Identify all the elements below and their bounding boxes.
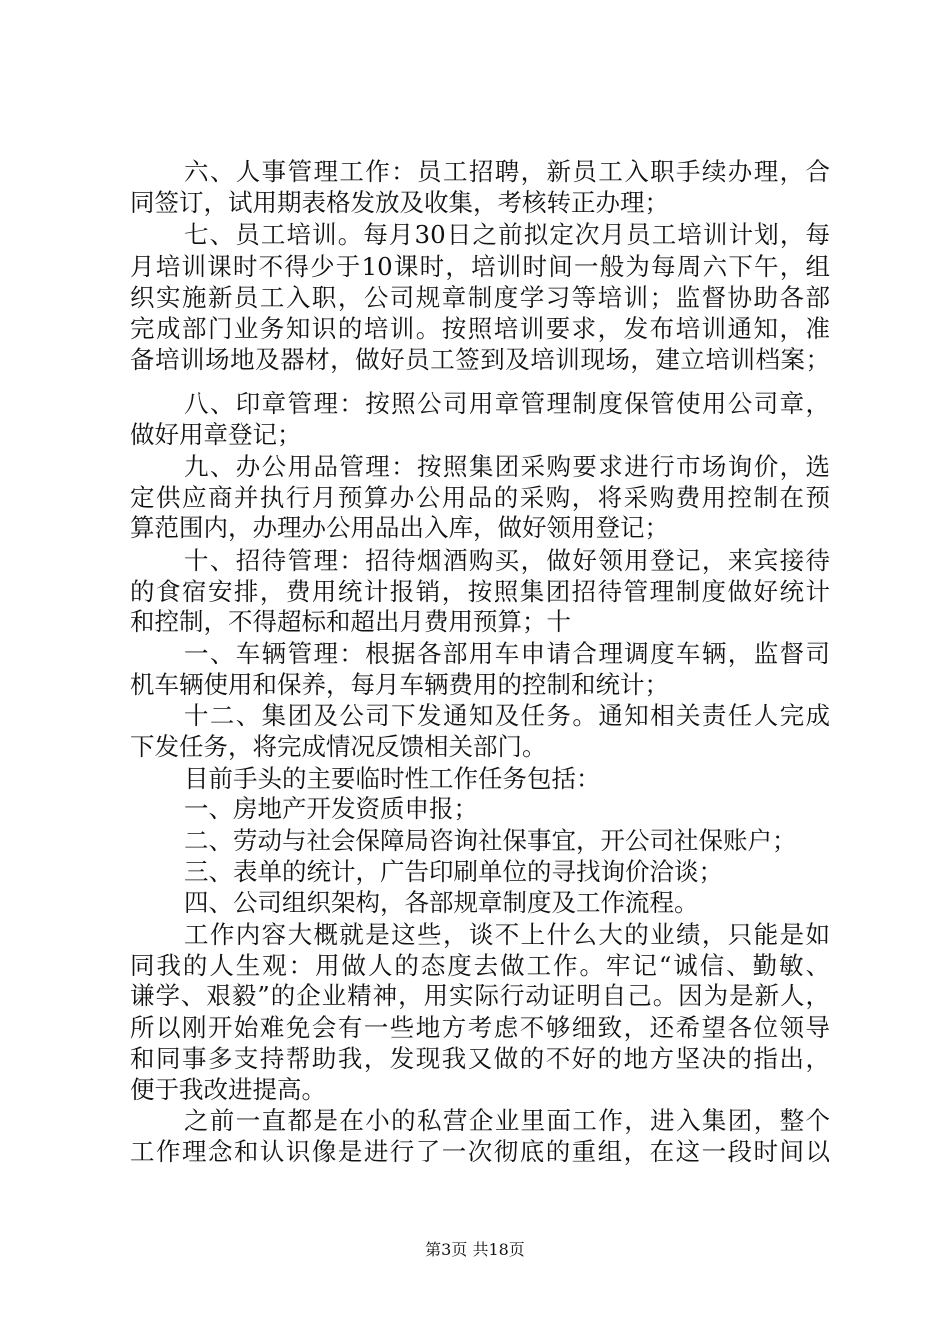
text-line: 的食宿安排，费用统计报销，按照集团招待管理制度做好统计 xyxy=(130,576,830,606)
text-line: 下发任务，将完成情况反馈相关部门。 xyxy=(130,732,547,761)
text-line: 三、表单的统计，广告印刷单位的寻找询价洽谈； xyxy=(184,856,723,886)
text-line: 所以刚开始难免会有一些地方考虑不够细致，还希望各位领导 xyxy=(130,1013,830,1043)
text-line: 工作理念和认识像是进行了一次彻底的重组，在这一段时间以 xyxy=(130,1137,830,1166)
text-line: 机车辆使用和保养，每月车辆费用的控制和统计； xyxy=(130,669,669,699)
text-line: 二、劳动与社会保障局咨询社保事宜，开公司社保账户； xyxy=(184,825,797,855)
text-line: 和控制，不得超标和超出月费用预算；十 xyxy=(130,607,571,637)
text-line: 织实施新员工入职，公司规章制度学习等培训；监督协助各部 xyxy=(130,282,830,312)
text-line: 一、房地产开发资质申报； xyxy=(184,794,478,824)
text-line: 目前手头的主要临时性工作任务包括： xyxy=(184,763,601,793)
text-line: 算范围内，办理办公用品出入库，做好领用登记； xyxy=(130,513,669,543)
text-line: 便于我改进提高。 xyxy=(130,1075,326,1105)
text-line: 月培训课时不得少于10课时，培训时间一般为每周六下午，组 xyxy=(130,251,830,281)
text-line: 四、公司组织架构，各部规章制度及工作流程。 xyxy=(184,888,699,918)
text-line: 十二、集团及公司下发通知及任务。通知相关责任人完成 xyxy=(184,701,830,731)
text-line: 工作内容大概就是这些，谈不上什么大的业绩，只能是如 xyxy=(184,919,830,949)
text-line: 十、招待管理：招待烟酒购买，做好领用登记，来宾接待 xyxy=(184,545,830,575)
text-line: 谦学、艰毅”的企业精神，用实际行动证明自己。因为是新人， xyxy=(130,981,830,1011)
text-line: 七、员工培训。每月30日之前拟定次月员工培训计划，每 xyxy=(184,220,830,250)
text-line: 一、车辆管理：根据各部用车申请合理调度车辆，监督司 xyxy=(184,638,830,668)
text-line: 和同事多支持帮助我，发现我又做的不好的地方坚决的指出， xyxy=(130,1043,830,1073)
text-line: 之前一直都是在小的私营企业里面工作，进入集团，整个 xyxy=(184,1106,830,1136)
text-line: 备培训场地及器材，做好员工签到及培训现场，建立培训档案； xyxy=(130,344,830,374)
page-footer: 第3页 共18页 xyxy=(425,1240,525,1259)
text-line: 九、办公用品管理：按照集团采购要求进行市场询价，选 xyxy=(184,451,830,481)
text-line: 同签订，试用期表格发放及收集，考核转正办理； xyxy=(130,187,669,217)
text-line: 同我的人生观：用做人的态度去做工作。牢记“诚信、勤敏、 xyxy=(130,950,830,980)
text-line: 八、印章管理：按照公司用章管理制度保管使用公司章， xyxy=(184,389,830,419)
text-line: 定供应商并执行月预算办公用品的采购，将采购费用控制在预 xyxy=(130,482,830,512)
text-line: 做好用章登记； xyxy=(130,420,302,450)
text-line: 六、人事管理工作：员工招聘，新员工入职手续办理，合 xyxy=(184,157,830,186)
text-line: 完成部门业务知识的培训。按照培训要求，发布培训通知，准 xyxy=(130,314,830,344)
